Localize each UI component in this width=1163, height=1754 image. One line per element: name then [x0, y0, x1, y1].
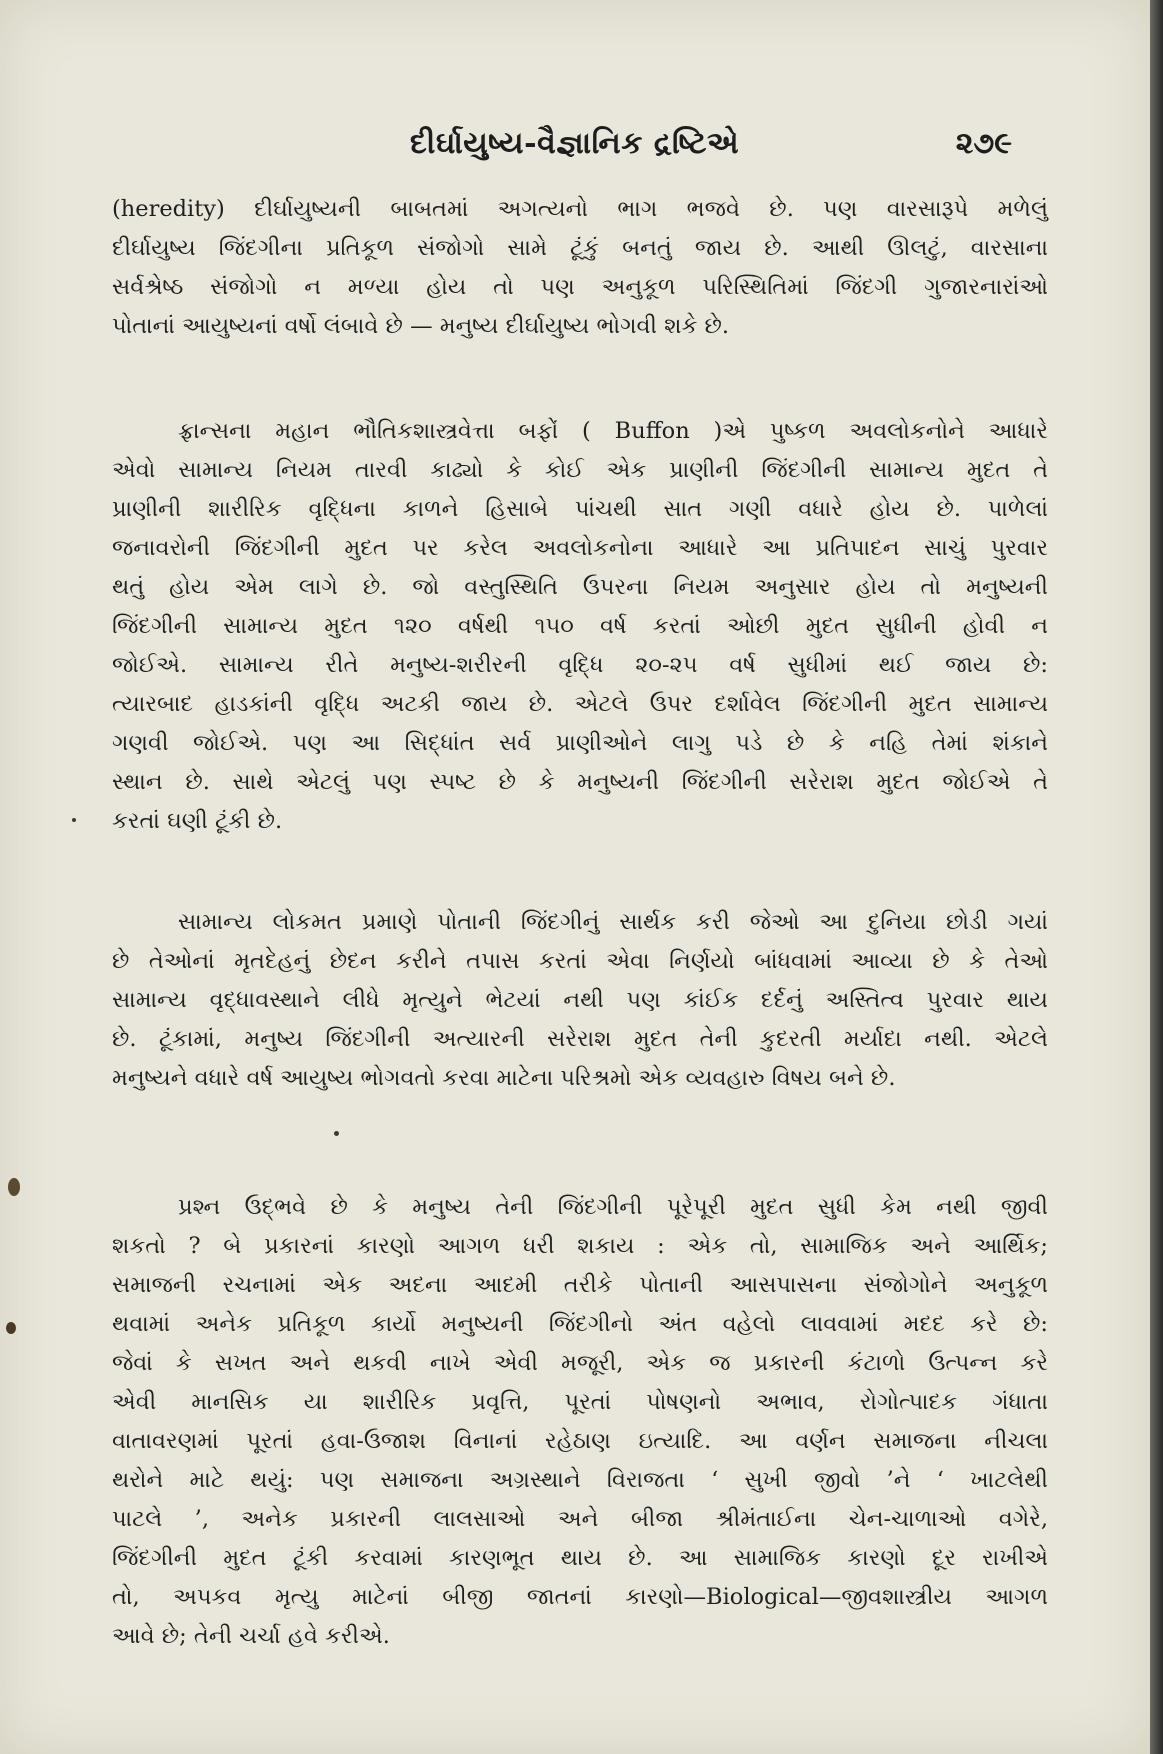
- paragraph-3: [112, 903, 1048, 1098]
- text-line: ફ્રાન્સના મહાન ભૌતિકશાસ્ત્રવેત્તા બફોં ( Buffon )એ પુષ્કળ અવલોકનોને આધારે: [178, 418, 1048, 444]
- binding-hole: [6, 1322, 16, 1334]
- paragraph-1: [112, 190, 1048, 346]
- ink-speck: [72, 818, 76, 822]
- text-line: આવે છે; તેની ચર્ચા હવે કરીએ.: [112, 1623, 390, 1649]
- text-line: તો, અપકવ મૃત્યુ માટેનાં બીજી જાતનાં કારણો—Biological—જીવશાસ્ત્રીય આગળ: [112, 1584, 1048, 1610]
- text-line: એવી માનસિક યા શારીરિક પ્રવૃત્તિ, પૂરતાં પોષણનો અભાવ, રોગોત્પાદક ગંધાતા: [112, 1389, 1048, 1415]
- text-line: મનુષ્યને વધારે વર્ષ આયુષ્ય ભોગવતો કરવા માટેના પરિશ્રમો એક વ્યવહારુ વિષય બને છે.: [112, 1065, 896, 1091]
- text-line: જિંદગીની મુદત ટૂંકી કરવામાં કારણભૂત થાય છે. આ સામાજિક કારણો દૂર રાખીએ: [112, 1545, 1048, 1571]
- text-line: પોતાનાં આયુષ્યનાં વર્ષો લંબાવે છે — મનુષ્ય દીર્ઘાયુષ્ય ભોગવી શકે છે.: [112, 313, 730, 339]
- text-line: પ્રશ્ન ઉદ્ભવે છે કે મનુષ્ય તેની જિંદગીની પૂરેપૂરી મુદત સુધી કેમ નથી જીવી: [178, 1194, 1048, 1220]
- page-edge-shadow: [1150, 0, 1163, 1754]
- text-line: કરતાં ઘણી ટૂંકી છે.: [112, 808, 283, 834]
- text-line: જનાવરોની જિંદગીની મુદત પર કરેલ અવલોકનોના આધારે આ પ્રતિપાદન સાચું પુરવાર: [112, 535, 1048, 561]
- text-line: દીર્ઘાયુષ્ય જિંદગીના પ્રતિકૂળ સંજોગો સામે ટૂંકું બનતું જાય છે. આથી ઊલટું, વારસાના: [112, 235, 1048, 261]
- text-line: જેવાં કે સખત અને થકવી નાખે એવી મજૂરી, એક જ પ્રકારની કંટાળો ઉત્પન્ન કરે: [112, 1350, 1048, 1376]
- running-header: [0, 126, 1150, 166]
- text-line: સમાજની રચનામાં એક અદના આદમી તરીકે પોતાની આસપાસના સંજોગોને અનુકૂળ: [112, 1272, 1048, 1298]
- paragraph-2: [112, 412, 1048, 841]
- text-line: પાટલે ’, અનેક પ્રકારની લાલસાઓ અને બીજા શ્રીમંતાઈના ચેન-ચાળાઓ વગેરે,: [112, 1506, 1048, 1532]
- text-line: (heredity) દીર્ઘાયુષ્યની બાબતમાં અગત્યનો ભાગ ભજવે છે. પણ વારસારૂપે મળેલું: [112, 196, 1048, 222]
- text-line: છે તેઓનાં મૃતદેહનું છેદન કરીને તપાસ કરતાં એવા નિર્ણયો બાંધવામાં આવ્યા છે કે તેઓ: [112, 948, 1048, 974]
- text-line: સામાન્ય વૃદ્ધાવસ્થાને લીધે મૃત્યુને ભેટયાં નથી પણ કાંઈક દર્દનું અસ્તિત્વ પુરવાર થાય: [112, 987, 1048, 1013]
- binding-hole: [8, 1178, 20, 1196]
- paragraph-4: [112, 1188, 1048, 1656]
- text-line: જોઈએ. સામાન્ય રીતે મનુષ્ય-શરીરની વૃદ્ધિ ૨૦-૨૫ વર્ષ સુધીમાં થઈ જાય છે:: [112, 652, 1048, 678]
- text-line: સ્થાન છે. સાથે એટલું પણ સ્પષ્ટ છે કે મનુષ્યની જિંદગીની સરેરાશ મુદત જોઈએ તે: [112, 769, 1048, 795]
- ink-speck: [334, 1131, 339, 1136]
- body-text: [112, 190, 1048, 1656]
- text-line: ત્યારબાદ હાડકાંની વૃદ્ધિ અટકી જાય છે. એટલે ઉપર દર્શાવેલ જિંદગીની મુદત સામાન્ય: [112, 691, 1048, 717]
- text-line: ગણવી જોઈએ. પણ આ સિદ્ધાંત સર્વ પ્રાણીઓને લાગુ પડે છે કે નહિ તેમાં શંકાને: [112, 730, 1048, 756]
- text-line: થવામાં અનેક પ્રતિકૂળ કાર્યો મનુષ્યની જિંદગીનો અંત વહેલો લાવવામાં મદદ કરે છે:: [112, 1311, 1048, 1337]
- text-line: સામાન્ય લોકમત પ્રમાણે પોતાની જિંદગીનું સાર્થક કરી જેઓ આ દુનિયા છોડી ગયાં: [178, 909, 1048, 935]
- text-line: શકતો ? બે પ્રકારનાં કારણો આગળ ધરી શકાય : એક તો, સામાજિક અને આર્થિક;: [112, 1233, 1048, 1259]
- page-number: ૨૭૯: [955, 126, 1012, 161]
- text-line: પ્રાણીની શારીરિક વૃદ્ધિના કાળને હિસાબે પાંચથી સાત ગણી વધારે હોય છે. પાળેલાં: [112, 496, 1048, 522]
- text-line: થરોને માટે થયું: પણ સમાજના અગ્રસ્થાને વિરાજતા ‘ સુખી જીવો ’ને ‘ ખાટલેથી: [112, 1467, 1048, 1493]
- text-line: થતું હોય એમ લાગે છે. જો વસ્તુસ્થિતિ ઉપરના નિયમ અનુસાર હોય તો મનુષ્યની: [112, 574, 1048, 600]
- chapter-title: દીર્ઘાયુષ્ય-વૈજ્ઞાનિક દ્રષ્ટિએ: [410, 126, 740, 161]
- text-line: એવો સામાન્ય નિયમ તારવી કાઢ્યો કે કોઈ એક પ્રાણીની જિંદગીની સામાન્ય મુદત તે: [112, 457, 1048, 483]
- text-line: જિંદગીની સામાન્ય મુદત ૧૨૦ વર્ષથી ૧૫૦ વર્ષ કરતાં ઓછી મુદત સુધીની હોવી ન: [112, 613, 1048, 639]
- text-line: છે. ટૂંકામાં, મનુષ્ય જિંદગીની અત્યારની સરેરાશ મુદત તેની કુદરતી મર્યાદા નથી. એટલે: [112, 1026, 1048, 1052]
- text-line: વાતાવરણમાં પૂરતાં હવા-ઉજાશ વિનાનાં રહેઠાણ ઇત્યાદિ. આ વર્ણન સમાજના નીચલા: [112, 1428, 1048, 1454]
- text-line: સર્વશ્રેષ્ઠ સંજોગો ન મળ્યા હોય તો પણ અનુકૂળ પરિસ્થિતિમાં જિંદગી ગુજારનારાંઓ: [112, 274, 1048, 300]
